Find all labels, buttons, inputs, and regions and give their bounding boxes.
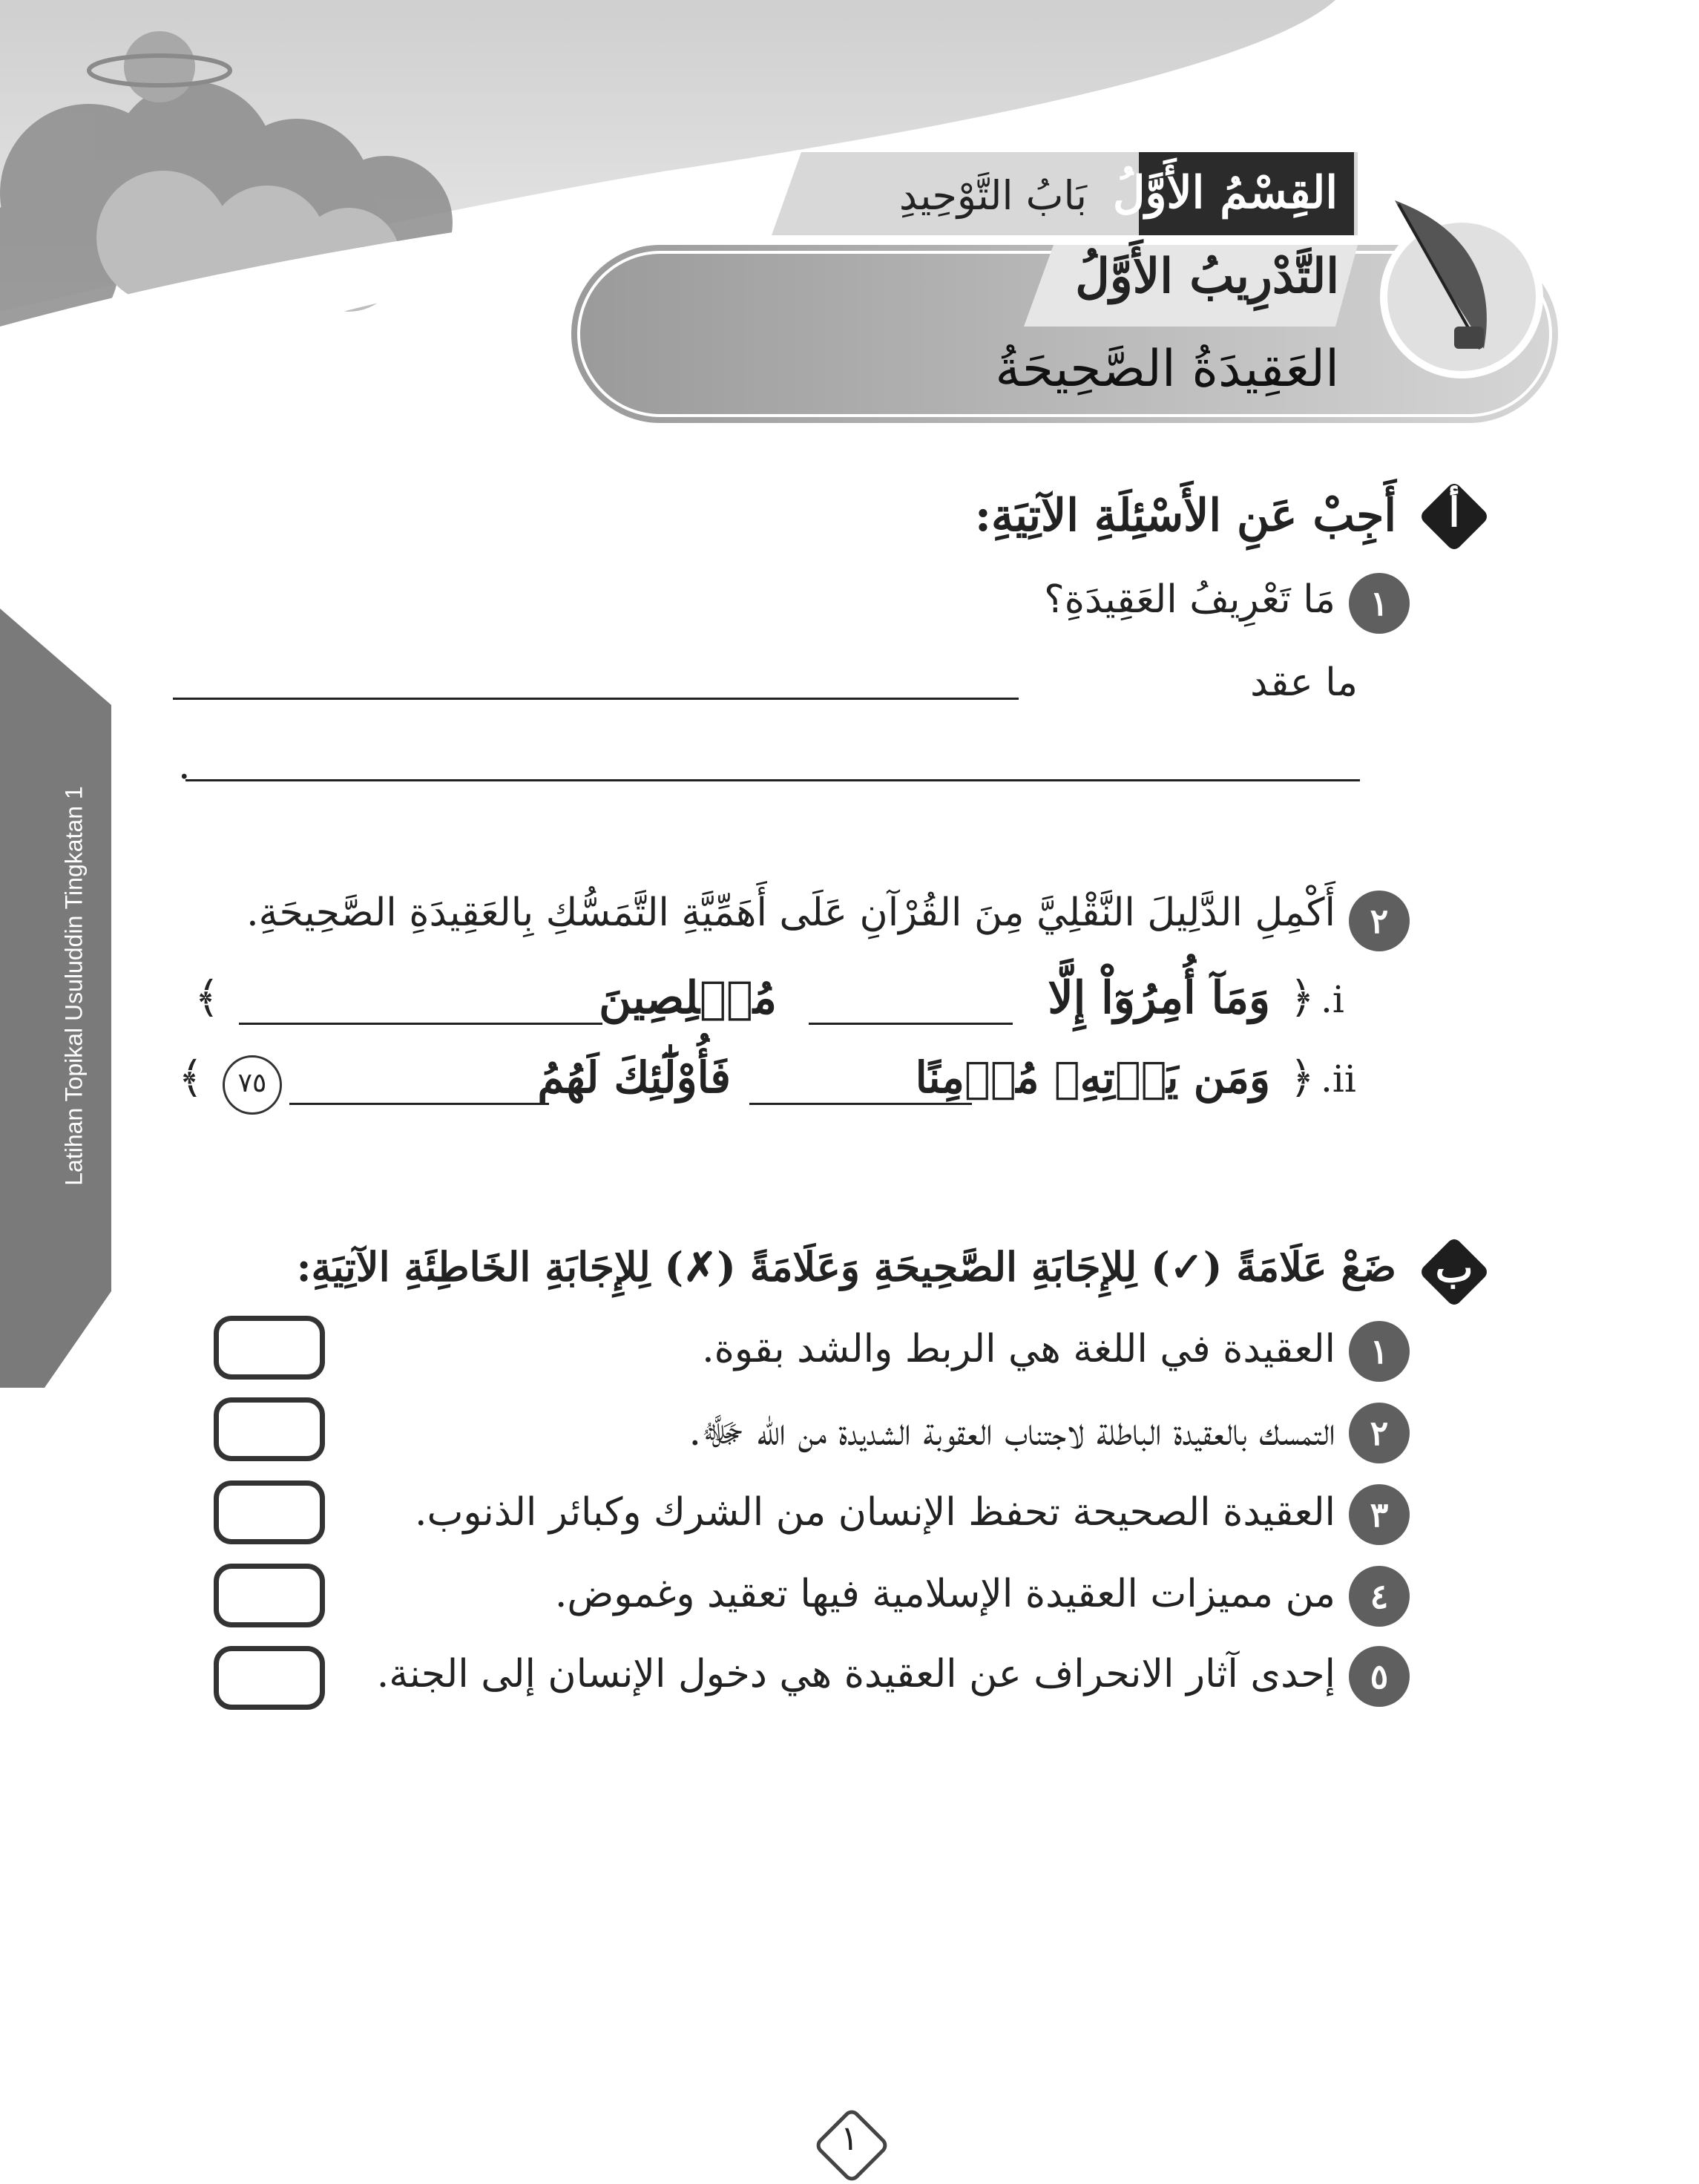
item-i-open: ﴿ <box>1289 972 1315 1023</box>
item-ii-part1: وَمَن يَأۡتِهِۦ مُؤۡمِنًا <box>915 1052 1270 1103</box>
item-i-close: ﴾ <box>194 972 220 1023</box>
item-i-blank-2[interactable] <box>239 1023 602 1025</box>
answer-line-1[interactable] <box>173 698 1019 700</box>
item-ii-blank-1[interactable] <box>749 1103 972 1105</box>
training-title: التَّدْرِيبُ الأَوَّلُ <box>1075 249 1339 304</box>
answer-box-5[interactable] <box>214 1646 325 1710</box>
question-1-number: ١ <box>1349 573 1410 634</box>
header-decoration <box>0 0 1699 460</box>
answer-line-2[interactable] <box>185 779 1360 781</box>
answer-box-2[interactable] <box>214 1397 325 1461</box>
statement-2-text: التمسك بالعقيدة الباطلة لاجتناب العقوبة الشديدة من الله ﷻ. <box>689 1410 1335 1455</box>
statement-3-text: العقيدة الصحيحة تحفظ الإنسان من الشرك وكبائر الذنوب. <box>414 1490 1335 1535</box>
side-tab-text: Latihan Topikal Usuluddin Tingkatan 1 <box>60 786 88 1186</box>
ayah-number-badge: ٧٥ <box>223 1055 282 1115</box>
statement-4-number: ٤ <box>1349 1566 1410 1627</box>
statement-1-number: ١ <box>1349 1321 1410 1382</box>
section-a-heading: أَجِبْ عَنِ الأَسْئِلَةِ الآتِيَةِ: <box>974 490 1396 542</box>
answer-box-1[interactable] <box>214 1316 325 1380</box>
item-i-label: i. <box>1321 978 1344 1021</box>
page-number: ١ <box>814 2108 885 2179</box>
statement-4-text: من مميزات العقيدة الإسلامية فيها تعقيد وغموض. <box>554 1572 1335 1616</box>
item-ii-open: ﴿ <box>1289 1052 1315 1103</box>
item-i-part2: مُخۡلِصِينَ <box>599 972 777 1024</box>
question-2-text: أَكْمِلِ الدَّلِيلَ النَّقْلِيَّ مِنَ القُرْآنِ عَلَى أَهَمِّيَّةِ التَّمَسُّكِ بِالعَقِيدَةِ الصَّحِيحَةِ. <box>246 891 1335 935</box>
item-ii-close: ﴾ <box>178 1052 203 1103</box>
answer-box-4[interactable] <box>214 1564 325 1627</box>
statement-1-text: العقيدة في اللغة هي الربط والشد بقوة. <box>702 1327 1335 1371</box>
section-a-marker: أ <box>1419 481 1490 552</box>
section-b-marker: ب <box>1419 1236 1490 1308</box>
item-i-part1: وَمَآ أُمِرُوٓاْ إِلَّا <box>1048 972 1270 1024</box>
answer-1-start: ما عقد <box>1250 660 1358 705</box>
answer-box-3[interactable] <box>214 1480 325 1544</box>
statement-5-text: إحدى آثار الانحراف عن العقيدة هي دخول الإنسان إلى الجنة. <box>376 1652 1335 1696</box>
item-ii-part2: فَأُوْلَٰٓئِكَ لَهُمُ <box>537 1052 731 1103</box>
section-b-heading: ضَعْ عَلَامَةً (✓) لِلإِجَابَةِ الصَّحِيحَةِ وَعَلَامَةً (✗) لِلإِجَابَةِ الخَاطِئَةِ الآتِيَةِ: <box>296 1243 1396 1291</box>
item-i-blank-1[interactable] <box>809 1023 1013 1025</box>
answer-line-end: . <box>178 744 191 788</box>
statement-3-number: ٣ <box>1349 1484 1410 1545</box>
item-ii-label: ii. <box>1321 1057 1356 1101</box>
section-label-text: القِسْمُ الأَوَّلُ <box>1112 167 1338 219</box>
topic-title: العَقِيدَةُ الصَّحِيحَةُ <box>995 340 1339 399</box>
statement-2-number: ٢ <box>1349 1403 1410 1463</box>
question-1-text: مَا تَعْرِيفُ العَقِيدَةِ؟ <box>1044 577 1335 622</box>
chapter-title: بَابُ التَّوْحِيدِ <box>898 172 1087 219</box>
statement-5-number: ٥ <box>1349 1646 1410 1707</box>
side-tab <box>0 609 119 1388</box>
section-label <box>1112 152 1354 235</box>
question-2-number: ٢ <box>1349 891 1410 951</box>
item-ii-blank-2[interactable] <box>289 1103 549 1105</box>
